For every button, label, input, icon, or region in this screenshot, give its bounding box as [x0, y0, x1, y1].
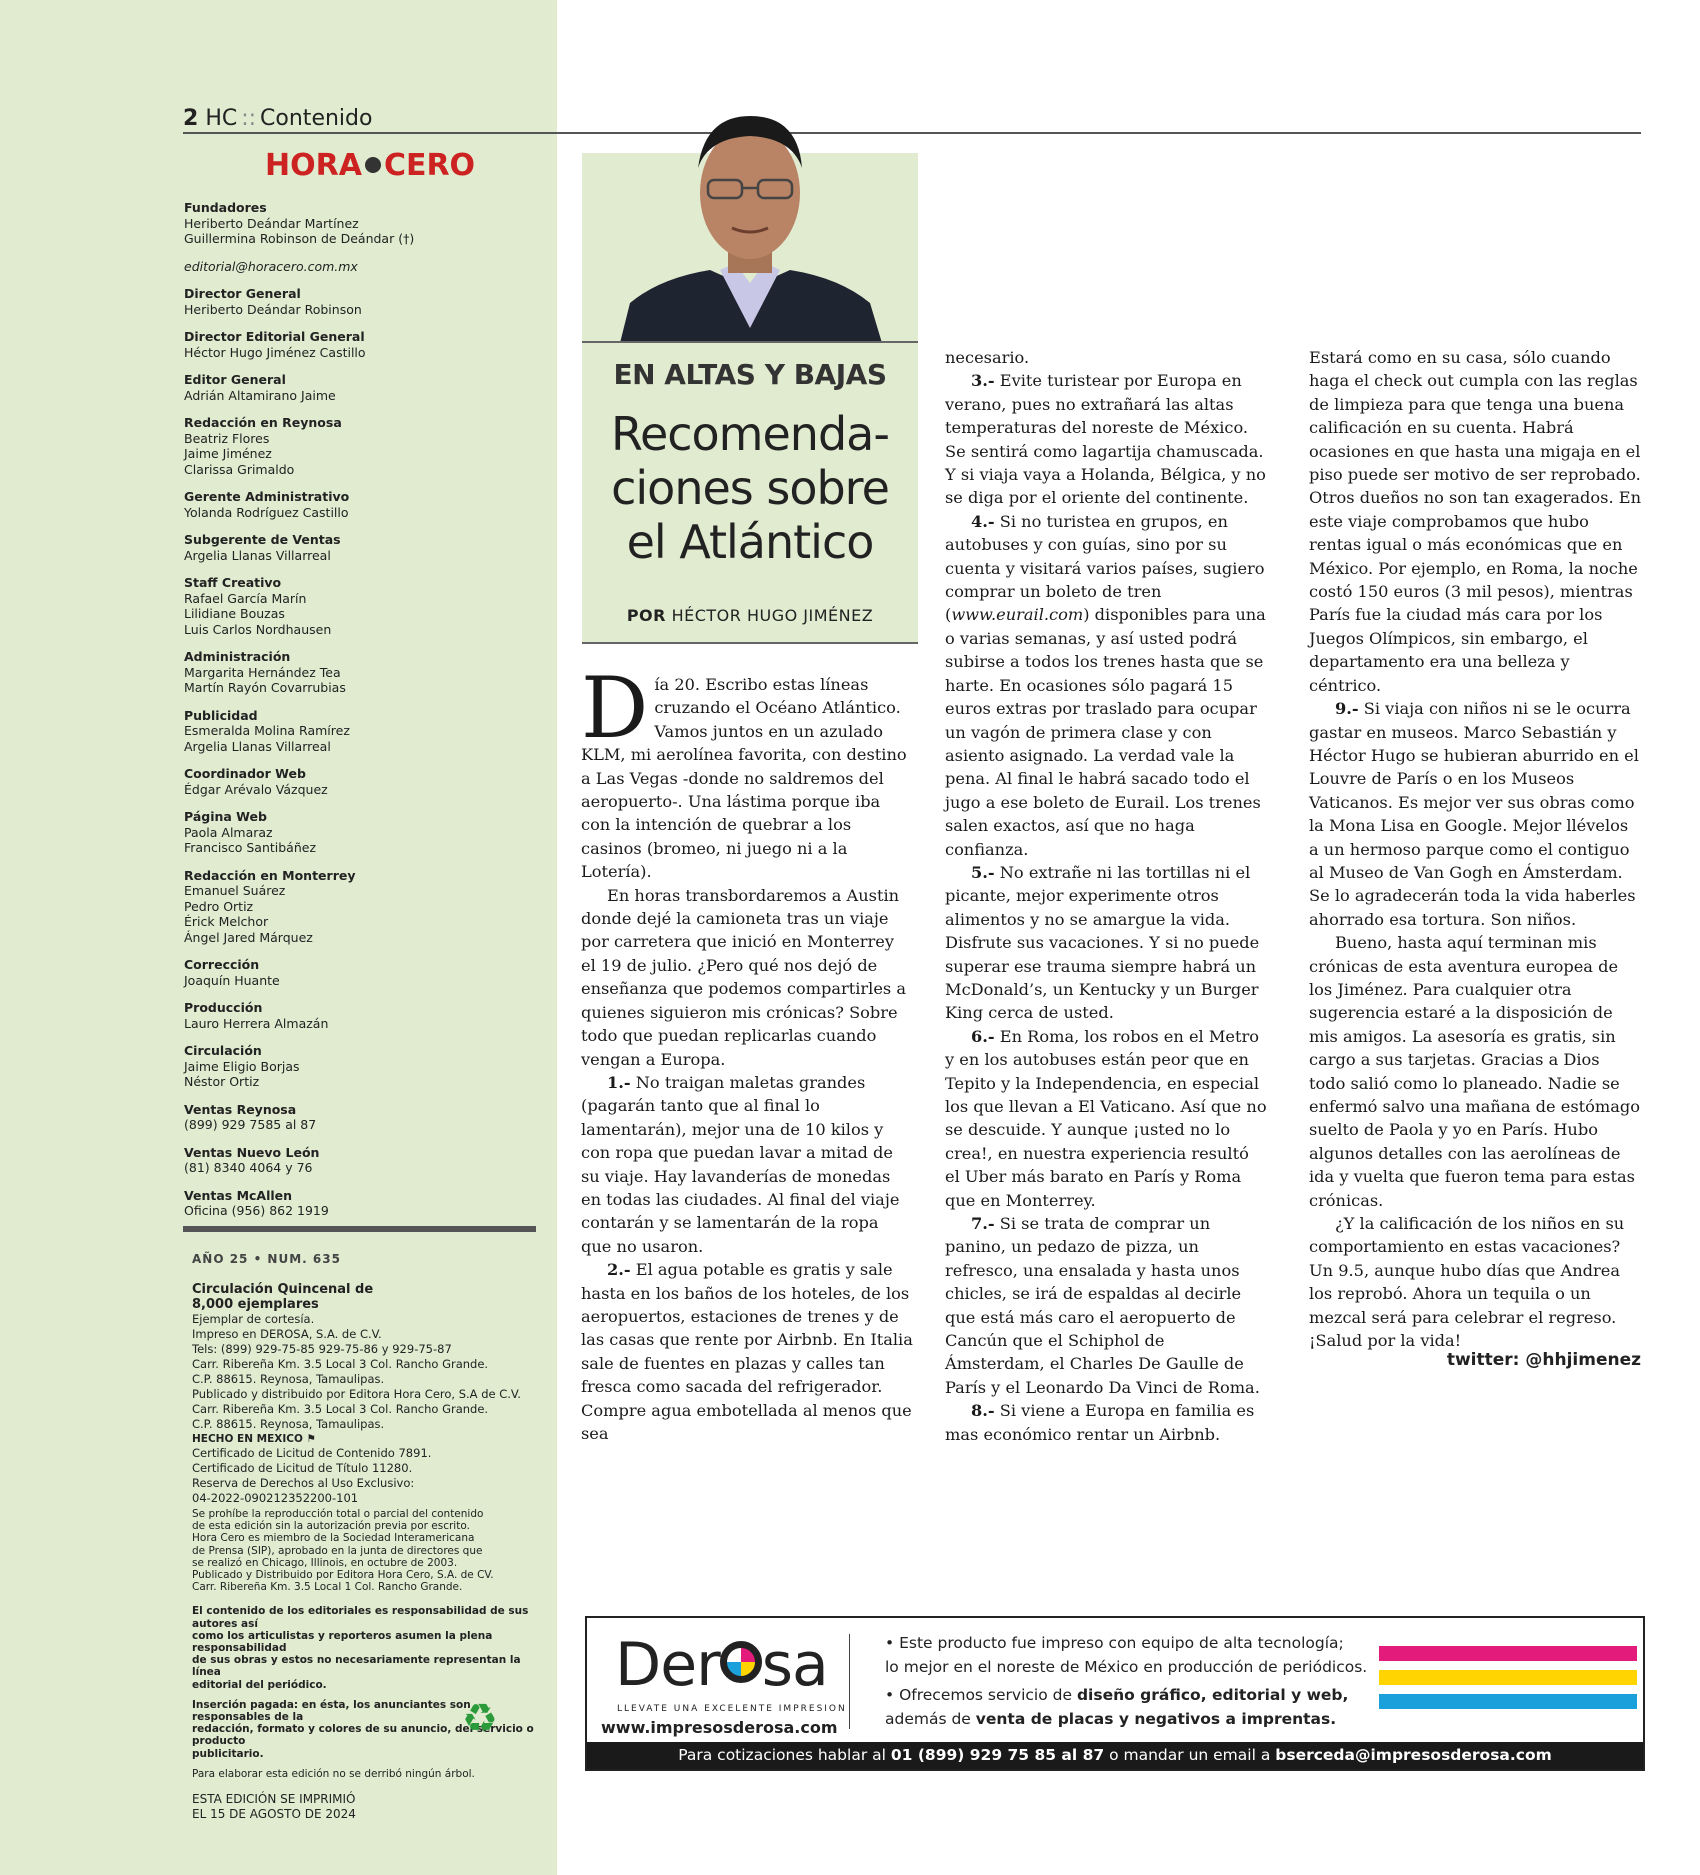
legal-line: de esta edición sin la autorización previa por escrito. — [192, 1520, 470, 1533]
edition-line: Tels: (899) 929-75-85 929-75-86 y 929-75-87 — [192, 1342, 452, 1356]
staff-value: Beatriz Flores — [184, 430, 270, 446]
staff-title: Corrección — [184, 957, 260, 972]
staff-title: Coordinador Web — [184, 766, 306, 781]
staff-value: Édgar Arévalo Vázquez — [184, 781, 328, 797]
staff-value: Emanuel Suárez — [184, 883, 286, 898]
derosa-logo — [615, 1630, 828, 1700]
edition-line: Certificado de Licitud de Contenido 7891. — [192, 1446, 432, 1460]
print-date — [192, 1792, 544, 1822]
staff-title: Staff Creativo — [184, 575, 282, 590]
recycle-icon: ♻ — [462, 1696, 498, 1742]
clock-icon — [365, 157, 381, 173]
paragraph: Estará como en su casa, sólo cuando haga el check out cumpla con las reglas de limpieza para que tenga una buena calificación en su cuenta. Habrá ocasiones en que hasta una migaja en el piso puede ser motivo de ser reprobado. Otros dueños no son tan exagerados. En este viaje comprobamos que hubo rentas igual o más económicas que en México. Por ejemplo, en Roma, la noche costó 150 euros (3 mil pesos), mientras París fue la ciudad más cara por los Juegos Olímpicos, sin embargo, el departamento era una belleza y céntrico. — [1309, 348, 1642, 695]
insercion-line: redacción, formato y colores de su anuncio, del servicio o producto — [192, 1723, 534, 1748]
ad-text: lo mejor en el noreste de México en producción de periódicos. — [885, 1658, 1368, 1676]
paragraph-text: En Roma, los robos en el Metro y en los autobuses están peor que en Tepito y la Independencia, en especial los que llevan a El Vaticano. Así que no se descuide. Y aunque ¡usted no lo crea!, en nuestra experiencia resultó el Uber más barato en París y Roma que en Monterrey. — [945, 1026, 1267, 1210]
staff-title: Fundadores — [184, 200, 267, 215]
legal-line: Publicado y Distribuido por Editora Hora Cero, S.A. de CV. — [192, 1569, 494, 1582]
insercion-line: publicitario. — [192, 1747, 264, 1760]
paragraph — [945, 1025, 1268, 1212]
byline — [582, 606, 918, 625]
staff-title: Circulación — [184, 1043, 262, 1058]
staff-title: Gerente Administrativo — [184, 489, 350, 504]
logo-text: Der — [615, 1630, 720, 1700]
paragraph — [945, 861, 1268, 1025]
staff-value: Lauro Herrera Almazán — [184, 1015, 329, 1031]
footer-text: Para cotizaciones hablar al — [678, 1746, 891, 1764]
divider — [582, 341, 918, 343]
paragraph-text: ía 20. Escribo estas líneas cruzando el Océano Atlántico. Vamos juntos en un azulado KLM, mi aerolínea favorita, con destino a Las Vegas -donde no saldremos del aeropuerto-. Una lástima porque iba con la intención de quebrar a los casinos (bromeo, ni juego ni a la Lotería). — [581, 675, 907, 882]
paragraph — [581, 659, 913, 884]
item-number: 4.- — [971, 511, 995, 531]
author-photo — [600, 98, 900, 343]
ad-footer — [587, 1742, 1643, 1769]
paragraph: necesario. — [945, 348, 1030, 367]
tree-notice: Para elaborar esta edición no se derribó ningún árbol. — [192, 1767, 475, 1780]
staff-title: Ventas McAllen — [184, 1187, 293, 1203]
staff-value: Guillermina Robinson de Deándar (†) — [184, 231, 415, 246]
disclaimer-line: de sus obras y estos no necesariamente representan la línea — [192, 1654, 521, 1679]
flag-icon: ⚑ — [306, 1433, 316, 1445]
staff-title: Director General — [184, 286, 301, 301]
staff-value: (899) 929 7585 al 87 — [184, 1117, 317, 1132]
article-headline — [582, 407, 918, 569]
staff-title: Administración — [184, 649, 291, 664]
column-name: EN ALTAS Y BAJAS — [613, 358, 887, 391]
edition-line: Reserva de Derechos al Uso Exclusivo: — [192, 1476, 415, 1490]
edition-line: C.P. 88615. Reynosa, Tamaulipas. — [192, 1372, 385, 1386]
magenta-bar — [1379, 1646, 1637, 1661]
print-date-line: EL 15 DE AGOSTO DE 2024 — [192, 1806, 356, 1821]
edition-line: Ejemplar de cortesía. — [192, 1312, 315, 1326]
section-name: Contenido — [260, 106, 373, 131]
disclaimer — [192, 1605, 544, 1690]
edition-number: AÑO 25 • NUM. 635 — [192, 1252, 341, 1266]
staff-title: Publicidad — [184, 707, 258, 723]
item-number: 9.- — [1335, 699, 1359, 719]
staff-value: Paola Almaraz — [184, 824, 273, 840]
footer-email[interactable]: bserceda@impresosderosa.com — [1275, 1746, 1552, 1764]
insercion-line: Inserción pagada: en ésta, los anunciantes son responsables de la — [192, 1698, 471, 1724]
staff-value: Lilidiane Bouzas — [184, 606, 285, 621]
staff-value: Héctor Hugo Jiménez Castillo — [184, 344, 366, 360]
staff-value: Esmeralda Molina Ramírez — [184, 723, 350, 738]
paragraph — [1309, 697, 1641, 931]
paragraph-text: Si viene a Europa en familia es mas económico rentar un Airbnb. — [945, 1401, 1255, 1444]
paragraph: Bueno, hasta aquí terminan mis crónicas de esta aventura europea de los Jiménez. Para cualquier otra sugerencia estaré a la disposición de mis amigos. La asesoría es gratis, sin cargo a sus tarjetas. Gracias a Dios todo salió como lo planeado. Nadie se enfermó salvo una mañana de estómago suelto de Paola y yo en París. Hubo algunos detalles con las aerolíneas de ida y vuelta que fueron tema para estas crónicas. — [1309, 933, 1641, 1210]
staff-value: Luis Carlos Nordhausen — [184, 621, 332, 637]
staff-value: Francisco Santibáñez — [184, 840, 317, 855]
legal-notice — [192, 1508, 544, 1593]
derosa-advertisement — [585, 1616, 1645, 1771]
staff-value: Oficina (956) 862 1919 — [184, 1203, 329, 1218]
author-name: HÉCTOR HUGO JIMÉNEZ — [671, 606, 874, 625]
item-number: 1.- — [607, 1072, 631, 1092]
byline-label: POR — [626, 606, 666, 625]
circulation-text: 8,000 ejemplares — [192, 1297, 319, 1312]
cyan-bar — [1379, 1694, 1637, 1709]
disclaimer-line: editorial del periódico. — [192, 1678, 327, 1691]
paragraph-text: ) disponibles para una o varias semanas, y así usted podrá subirse a todos los trenes hasta que se harte. En ocasiones sólo pagará 15 euros extras por traslado para ocupar un vagón de primera clase y con asiento asignado. La verdad vale la pena. Al final le habrá sacado todo el jugo a ese boleto de Eurail. Los trenes salen exactos, así que no haga confianza. — [945, 605, 1266, 859]
staff-value: Yolanda Rodríguez Castillo — [184, 504, 349, 520]
ad-text — [885, 1686, 1348, 1704]
staff-email[interactable]: editorial@horacero.com.mx — [184, 258, 358, 274]
edition-line: Publicado y distribuido por Editora Hora Cero, S.A de C.V. — [192, 1387, 521, 1401]
staff-title: Ventas Nuevo León — [184, 1144, 320, 1160]
staff-directory — [184, 200, 544, 1231]
staff-value: Adrián Altamirano Jaime — [184, 387, 336, 403]
edition-line: Certificado de Licitud de Título 11280. — [192, 1461, 413, 1475]
staff-value: (81) 8340 4064 y 76 — [184, 1160, 313, 1175]
staff-title: Redacción en Monterrey — [184, 867, 356, 883]
twitter-handle[interactable]: twitter: @hhjimenez — [1446, 1350, 1641, 1370]
ad-text-part: • Ofrecemos servicio de — [885, 1686, 1077, 1704]
staff-value: Argelia Llanas Villarreal — [184, 738, 331, 754]
staff-value: Jaime Eligio Borjas — [184, 1058, 300, 1074]
page-header — [183, 104, 1641, 134]
legal-line: se realizó en Chicago, Illinois, en octubre de 2003. — [192, 1556, 458, 1569]
staff-value: Rafael García Marín — [184, 590, 307, 606]
ad-text-part: diseño gráfico, editorial y web, — [1076, 1686, 1349, 1704]
staff-title: Ventas Reynosa — [184, 1101, 297, 1117]
staff-value: Heriberto Deándar Martínez — [184, 215, 359, 231]
edition-line: 04-2022-090212352200-101 — [192, 1491, 359, 1505]
article-column-2 — [945, 346, 1268, 1446]
article-column-3 — [1309, 346, 1641, 1352]
separator-icon: :: — [241, 106, 257, 131]
staff-value: Pedro Ortiz — [184, 898, 254, 914]
paragraph-text: Evite turistear por Europa en verano, pues no extrañará las altas temperaturas del noreste de México. Se sentirá como lagartija chamuscada. Y si viaja vaya a Holanda, Bélgica, y no se diga por el oriente del continente. — [945, 371, 1266, 508]
article-column-1 — [581, 659, 913, 1445]
staff-title: Producción — [184, 1000, 263, 1015]
masthead-logo: HORA CERO — [265, 148, 476, 183]
staff-value: Argelia Llanas Villarreal — [184, 547, 331, 563]
paragraph-text: No extrañe ni las tortillas ni el picante, mejor experimente otros alimentos y no se amargue la vida. Disfrute sus vacaciones. Y si no puede superar ese trauma siempre habrá un McDonald’s, un Kentucky y un Burger King cerca de usted. — [945, 862, 1260, 1023]
section-code: HC — [205, 106, 238, 131]
ad-text-part: venta de placas y negativos a imprentas. — [975, 1710, 1337, 1728]
ad-text: • Este producto fue impreso con equipo de alta tecnología; — [885, 1634, 1344, 1652]
legal-line: Hora Cero es miembro de la Sociedad Interamericana — [192, 1532, 475, 1545]
paragraph-text: No traigan maletas grandes (pagarán tanto que al final lo lamentarán), mejor una de 10 kilos y con ropa que puedan lavar a mitad de su viaje. Hay lavanderías de monedas en todas las ciudades. Al final del viaje contarán y se lamentarán de la ropa que no usaron. — [581, 1072, 900, 1256]
headline-line: ciones sobre — [611, 461, 889, 515]
page-number: 2 — [183, 106, 199, 131]
paragraph: ¿Y la calificación de los niños en su comportamiento en estas vacaciones? Un 9.5, aunque hubo días que Andrea los reprobó. Ahora un tequila o un mezcal será para celebrar el regreso. ¡Salud por la vida! — [1309, 1214, 1625, 1351]
staff-title: Editor General — [184, 372, 286, 387]
paragraph — [945, 1399, 1268, 1446]
paragraph-text: Si viaja con niños ni se le ocurra gastar en museos. Marco Sebastián y Héctor Hugo se hubieran aburrido en el Louvre de París o en los Museos Vaticanos. Es mejor ver sus obras como la Mona Lisa en Google. Mejor llévelos a un hermoso parque como el contiguo al Museo de Van Gogh en Ámsterdam. Se lo agradecerán toda la vida haberles ahorrado esa tortura. Son niños. — [1309, 699, 1639, 929]
legal-line: Se prohíbe la reproducción total o parcial del contenido — [192, 1508, 484, 1520]
staff-value: Joaquín Huante — [184, 972, 280, 988]
edition-line: C.P. 88615. Reynosa, Tamaulipas. — [192, 1417, 385, 1431]
paragraph — [945, 1212, 1268, 1399]
ad-url[interactable]: www.impresosderosa.com — [601, 1718, 838, 1737]
divider — [849, 1634, 850, 1729]
item-number: 7.- — [971, 1214, 995, 1234]
staff-value: Margarita Hernández Tea — [184, 664, 341, 680]
print-date-line: ESTA EDICIÓN SE IMPRIMIÓ — [192, 1791, 356, 1806]
yellow-bar — [1379, 1670, 1637, 1685]
staff-value: Ángel Jared Márquez — [184, 929, 313, 945]
paragraph — [945, 369, 1268, 509]
paragraph — [581, 1071, 913, 1258]
hecho-en-mexico — [192, 1432, 544, 1446]
paragraph-text: El agua potable es gratis y sale hasta en los baños de los hoteles, de los aeropuertos, estaciones de trenes y de las casas que rente por Airbnb. En Italia sale de fuentes en plazas y calles tan fresca como sacada del refrigerador. Compre agua embotellada al menos que sea — [581, 1260, 913, 1443]
staff-value: Jaime Jiménez — [184, 446, 272, 461]
ad-tagline: LLEVATE UNA EXCELENTE IMPRESION — [617, 1704, 847, 1714]
staff-title: Subgerente de Ventas — [184, 532, 341, 547]
paragraph: En horas transbordaremos a Austin donde dejé la camioneta tras un viaje por carretera que inició en Monterrey el 19 de julio. ¿Pero qué nos dejó de enseñanza que podemos compartirles a quienes siguieron mis crónicas? Sobre todo que puedan replicarlas cuando vengan a Europa. — [581, 885, 907, 1069]
staff-value: Néstor Ortiz — [184, 1074, 260, 1089]
staff-title: Director Editorial General — [184, 329, 365, 344]
hecho-text: HECHO EN MEXICO — [192, 1433, 303, 1445]
staff-value: Clarissa Grimaldo — [184, 461, 295, 477]
edition-line: Carr. Ribereña Km. 3.5 Local 3 Col. Rancho Grande. — [192, 1402, 489, 1416]
drop-cap: D — [581, 659, 649, 757]
staff-title: Redacción en Reynosa — [184, 415, 342, 430]
logo-text: sa — [761, 1630, 828, 1700]
staff-value: Heriberto Deándar Robinson — [184, 301, 362, 317]
staff-value: Martín Rayón Covarrubias — [184, 680, 346, 695]
staff-value: Érick Melchor — [184, 914, 269, 929]
circulation-text: Circulación Quincenal de — [192, 1282, 374, 1297]
ad-text-part: además de — [885, 1710, 976, 1728]
item-number: 6.- — [971, 1026, 995, 1046]
eurail-link[interactable]: www.eurail.com — [951, 605, 1084, 625]
footer-text: o mandar un email a — [1104, 1746, 1276, 1764]
item-number: 2.- — [607, 1260, 631, 1280]
paragraph — [581, 1258, 913, 1445]
headline-line: Recomenda- — [611, 407, 889, 461]
legal-line: Carr. Ribereña Km. 3.5 Local 1 Col. Rancho Grande. — [192, 1581, 463, 1594]
item-number: 8.- — [971, 1401, 995, 1421]
item-number: 5.- — [971, 862, 995, 882]
disclaimer-line: El contenido de los editoriales es responsabilidad de sus autores así — [192, 1605, 529, 1630]
divider — [582, 642, 918, 644]
edition-line: Carr. Ribereña Km. 3.5 Local 3 Col. Rancho Grande. — [192, 1357, 489, 1371]
disclaimer-line: como los articulistas y reporteros asumen la plena responsabilidad — [192, 1629, 493, 1655]
staff-title: Página Web — [184, 809, 267, 824]
item-number: 3.- — [971, 371, 995, 391]
headline-line: el Atlántico — [626, 515, 874, 569]
paragraph-text: Si no turistea en grupos, en autobuses y con guías, sino por su cuenta y visitará varios países, sugiero comprar un boleto de tren ( — [945, 511, 1265, 625]
paragraph-text: Si se trata de comprar un panino, un pedazo de pizza, un refresco, una ensalada y hasta unos chicles, se irá de espaldas al decirle que está más caro el aeropuerto de Cancún que el Schiphol de Ámsterdam, el Charles De Gaulle de París y el Leonardo Da Vinci de Roma. — [945, 1214, 1260, 1397]
divider — [183, 1226, 536, 1232]
ad-text — [885, 1710, 1336, 1728]
color-wheel-icon — [720, 1641, 762, 1683]
footer-phone: 01 (899) 929 75 85 al 87 — [890, 1746, 1105, 1764]
paragraph — [945, 510, 1268, 861]
legal-line: de Prensa (SIP), aprobado en la junta de directores que — [192, 1544, 483, 1557]
edition-line: Impreso en DEROSA, S.A. de C.V. — [192, 1327, 382, 1341]
